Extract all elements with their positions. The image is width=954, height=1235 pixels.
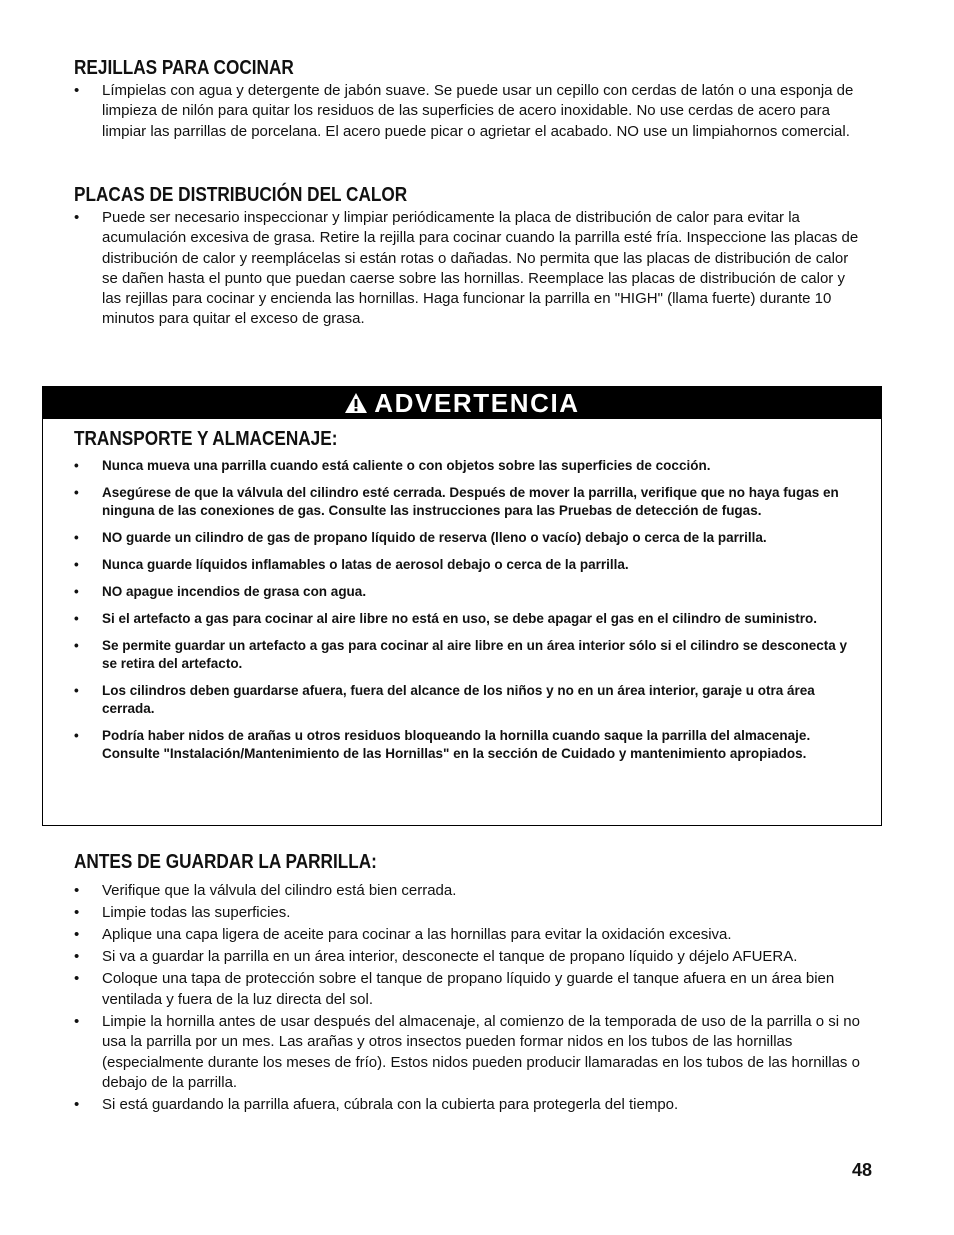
list-item	[74, 529, 864, 547]
paragraph-text: Puede ser necesario inspeccionar y limpiar periódicamente la placa de distribución de calor para evitar la acumulación excesiva de grasa. Retire la rejilla para cocinar cuando la parrilla esté fría. Inspeccione las placas de distribución de calor y reemplácelas si están rotas o dañadas. No permita que las placas de distribución de calor se dañen hasta el punto que puedan caerse sobre las hornillas. Reemplace las placas de distribución de calor y las rejillas para cocinar y encienda las hornillas. Haga funcionar la parrilla en "HIGH" (llama fuerte) durante 10 minutos para quitar el exceso de grasa.	[102, 209, 859, 328]
list-item-text: Si va a guardar la parrilla en un área interior, desconecte el tanque de propano líquido y déjelo AFUERA.	[102, 948, 798, 965]
bullet: •	[74, 584, 79, 599]
warning-header	[43, 387, 881, 419]
list-item	[74, 1012, 864, 1094]
bullet: •	[74, 458, 79, 473]
section-title-cooking-grates: REJILLAS PARA COCINAR	[74, 57, 294, 79]
bullet: •	[74, 209, 80, 226]
warning-triangle-icon	[344, 392, 368, 414]
section-cooking-grates	[74, 56, 864, 142]
bullet: •	[74, 882, 80, 899]
warning-box	[42, 386, 882, 826]
section-title-heat-plates: PLACAS DE DISTRIBUCIÓN DEL CALOR	[74, 184, 408, 206]
bullet: •	[74, 970, 80, 987]
list-item	[74, 881, 864, 902]
list-item	[74, 947, 864, 968]
section-before-storing	[74, 850, 864, 1117]
list-item-text: NO apague incendios de grasa con agua.	[102, 584, 367, 599]
list-item	[74, 682, 864, 718]
list-item	[74, 583, 864, 601]
bullet: •	[74, 82, 80, 99]
bullet: •	[74, 1096, 80, 1113]
bullet: •	[74, 485, 79, 500]
list-item-text: Si el artefacto a gas para cocinar al aire libre no está en uso, se debe apagar el gas en el cilindro de suministro.	[102, 611, 818, 626]
list-item	[74, 610, 864, 628]
list-item	[74, 969, 864, 1010]
page-number: 48	[852, 1160, 873, 1180]
list-item-text: Asegúrese de que la válvula del cilindro esté cerrada. Después de mover la parrilla, verifique que no haya fugas en ninguna de las conexiones de gas. Consulte las instrucciones para las Pruebas de detección de fugas.	[102, 485, 839, 518]
list-item	[74, 925, 864, 946]
list-item-text: Podría haber nidos de arañas u otros residuos bloqueando la hornilla cuando saque la parrilla del almacenaje. Consulte "Instalación/Mantenimiento de las Hornillas" en la sección de Cuidado y mantenimiento apropiados.	[102, 728, 811, 761]
bullet: •	[74, 1012, 80, 1030]
list-item-text: NO guarde un cilindro de gas de propano líquido de reserva (lleno o vacío) debajo o cerca de la parrilla.	[102, 530, 767, 545]
paragraph-heat-plates	[74, 208, 864, 330]
warning-list	[74, 457, 864, 772]
list-item-text: Limpie la hornilla antes de usar después del almacenaje, al comienzo de la temporada de uso de la parrilla o si no usa la parrilla por un mes. Las arañas y otros insectos pueden formar nidos en los tubos de las hornillas (especialmente durante los meses de frío). Estos nidos pueden producir llamaradas en los tubos de las hornillas o debajo de la parrilla.	[102, 1012, 860, 1091]
list-item-text: Limpie todas las superficies.	[102, 904, 291, 921]
bullet: •	[74, 948, 80, 965]
bullet: •	[74, 728, 79, 743]
section-title-before-storing: ANTES DE GUARDAR LA PARRILLA:	[74, 851, 377, 873]
before-storing-list	[74, 881, 864, 1116]
section-heat-plates	[74, 183, 864, 330]
paragraph-text: Límpielas con agua y detergente de jabón suave. Se puede usar un cepillo con cerdas de latón o una esponja de limpieza de nilón para quitar los residuos de las superficies de acero inoxidable. No use cerdas de acero para limpiar las parrillas de porcelana. El acero puede picar o agrietar el acabado. NO use un limpiahornos comercial.	[102, 82, 854, 140]
list-item	[74, 637, 864, 673]
list-item-text: Nunca guarde líquidos inflamables o latas de aerosol debajo o cerca de la parrilla.	[102, 557, 629, 572]
list-item-text: Nunca mueva una parrilla cuando está caliente o con objetos sobre las superficies de cocción.	[102, 458, 711, 473]
list-item-text: Se permite guardar un artefacto a gas para cocinar al aire libre en un área interior sólo si el cilindro se desconecta y se retira del artefacto.	[102, 638, 848, 671]
list-item	[74, 457, 864, 475]
bullet: •	[74, 557, 79, 572]
list-item	[74, 1095, 864, 1116]
list-item	[74, 556, 864, 574]
list-item-text: Los cilindros deben guardarse afuera, fuera del alcance de los niños y no en un área interior, garaje u otra área cerrada.	[102, 683, 815, 716]
bullet: •	[74, 611, 79, 626]
bullet: •	[74, 683, 79, 698]
list-item-text: Coloque una tapa de protección sobre el tanque de propano líquido y guarde el tanque afuera en un área bien ventilada y fuera de la luz directa del sol.	[102, 970, 835, 1008]
list-item	[74, 484, 864, 520]
list-item-text: Si está guardando la parrilla afuera, cúbrala con la cubierta para protegerla del tiempo.	[102, 1096, 679, 1113]
bullet: •	[74, 926, 80, 943]
warning-subtitle: TRANSPORTE Y ALMACENAJE:	[74, 428, 338, 450]
paragraph-cooking-grates	[74, 81, 864, 142]
bullet: •	[74, 638, 79, 653]
list-item-text: Aplique una capa ligera de aceite para cocinar a las hornillas para evitar la oxidación excesiva.	[102, 926, 732, 943]
list-item-text: Verifique que la válvula del cilindro está bien cerrada.	[102, 882, 457, 899]
warning-title: ADVERTENCIA	[374, 387, 580, 418]
list-item	[74, 727, 864, 763]
list-item	[74, 903, 864, 924]
bullet: •	[74, 530, 79, 545]
bullet: •	[74, 904, 80, 921]
